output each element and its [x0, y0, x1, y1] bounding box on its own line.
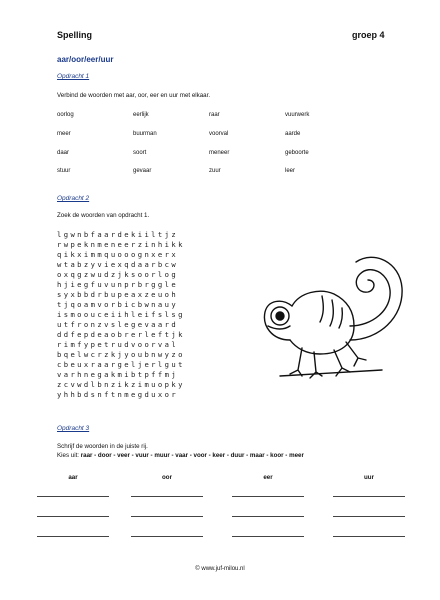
grid-row: cbeuxraargeljerlgut — [57, 360, 185, 369]
answer-line[interactable] — [37, 516, 109, 517]
column-header: aar — [68, 474, 78, 481]
grid-row: varhnegakmibtpffmj — [57, 370, 179, 379]
grid-row: zcvwdlbnzikzimuopky — [57, 380, 185, 389]
word-item: buurman — [133, 131, 157, 137]
grid-row: yhhbdsnftnmegduxor — [57, 390, 179, 399]
word-item: vuurwerk — [285, 112, 310, 118]
answer-line[interactable] — [232, 536, 304, 537]
grid-row: rwpeknmeneerzinhikk — [57, 240, 185, 249]
word-item: oorlog — [57, 112, 74, 118]
grid-row: hjiegfuvunprbrggle — [57, 280, 179, 289]
word-item: meer — [57, 131, 71, 137]
word-item: gevaar — [133, 168, 152, 174]
word-item: stuur — [57, 168, 71, 174]
word-item: leer — [285, 168, 296, 174]
word-search-grid — [57, 230, 185, 400]
opdracht2-instruction: Zoek de woorden van opdracht 1. — [57, 212, 150, 219]
word-item: geboorte — [285, 150, 309, 156]
answer-line[interactable] — [37, 496, 109, 497]
word-item: soort — [133, 150, 147, 156]
answer-line[interactable] — [333, 536, 405, 537]
answer-line[interactable] — [131, 536, 203, 537]
answer-line[interactable] — [232, 516, 304, 517]
column-header: oor — [162, 474, 172, 481]
choose-words: raar - door - veer - vuur - muur - vaar - voor - keer - duur - maar - koor - meer — [80, 452, 304, 459]
grid-row: utfronzvslegevaard — [57, 320, 179, 329]
answer-line[interactable] — [131, 496, 203, 497]
grade-label: groep 4 — [352, 30, 385, 40]
column-header: uur — [364, 474, 374, 481]
answer-line[interactable] — [131, 516, 203, 517]
opdracht1-instruction: Verbind de woorden met aar, oor, eer en uur met elkaar. — [57, 92, 211, 99]
grid-row: lgwnbfaardekiiltjz — [57, 230, 179, 239]
footer-credit: © www.juf-milou.nl — [195, 566, 245, 572]
opdracht2-label: Opdracht 2 — [57, 195, 90, 202]
word-item: meneer — [209, 150, 230, 156]
word-item: voorval — [209, 131, 229, 137]
word-item: daar — [57, 150, 70, 156]
column-header: eer — [263, 474, 273, 481]
grid-row: ddfepdeaobrerleftjk — [57, 330, 185, 339]
subject-label: Spelling — [57, 30, 93, 40]
word-item: eerlijk — [133, 112, 149, 118]
opdracht3-label: Opdracht 3 — [57, 425, 90, 432]
opdracht3-instruction: Schrijf de woorden in de juiste rij. — [57, 443, 148, 450]
grid-row: rimfypetrudvoorval — [57, 340, 179, 349]
answer-line[interactable] — [333, 496, 405, 497]
worksheet-title: aar/oor/eer/uur — [57, 55, 114, 64]
grid-row: ismoouceiihleifslsg — [57, 310, 185, 319]
answer-line[interactable] — [37, 536, 109, 537]
choose-prefix: Kies uit: — [57, 452, 81, 459]
choose-line — [57, 452, 304, 459]
grid-row: wtabzyviexqdaarbcw — [57, 260, 179, 269]
grid-row: oxqgzwudzjksoorlog — [57, 270, 179, 279]
grid-row: bqelwcrzkjyoubnwyzo — [57, 350, 185, 359]
grid-row: qikximmquooognxerx — [57, 250, 179, 259]
word-item: raar — [209, 112, 220, 118]
word-item: zuur — [209, 168, 221, 174]
answer-line[interactable] — [333, 516, 405, 517]
word-item: aarde — [285, 131, 301, 137]
opdracht1-label: Opdracht 1 — [57, 73, 90, 80]
grid-row: syxbbdrbupeaxzeuoh — [57, 290, 179, 299]
grid-row: tjqoamvorbicbwnauy — [57, 300, 179, 309]
answer-line[interactable] — [232, 496, 304, 497]
chameleon-illustration — [262, 248, 412, 388]
